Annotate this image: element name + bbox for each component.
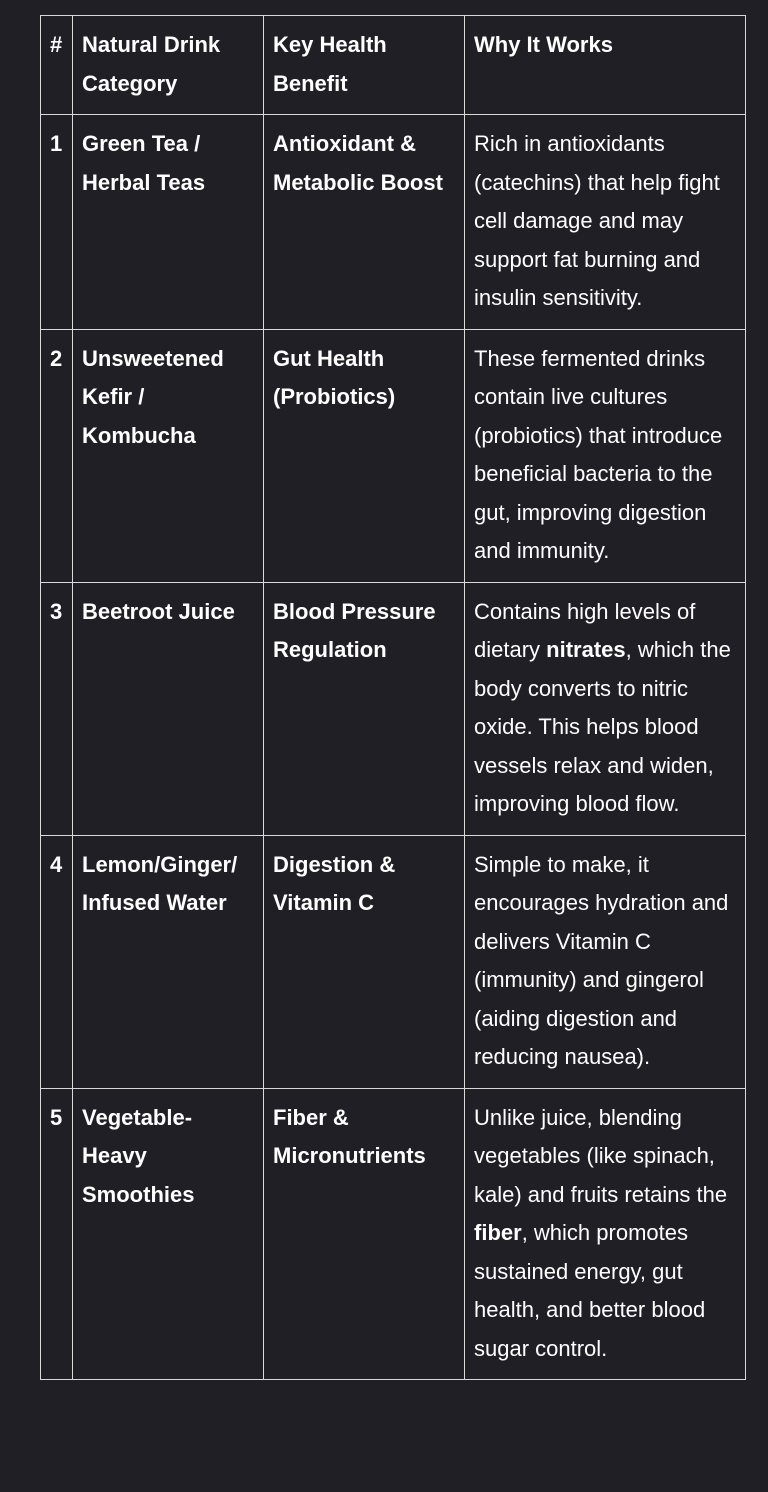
row-category: Green Tea / Herbal Teas xyxy=(73,115,264,330)
row-why xyxy=(465,1088,746,1380)
row-why xyxy=(465,582,746,835)
table-row xyxy=(41,329,746,582)
table-row xyxy=(41,835,746,1088)
row-benefit: Antioxidant & Metabolic Boost xyxy=(264,115,465,330)
why-text-before: Contains high levels of dietary xyxy=(474,598,696,662)
why-text-bold: fiber xyxy=(474,1220,522,1245)
row-number: 3 xyxy=(41,582,73,835)
row-number: 5 xyxy=(41,1088,73,1380)
drinks-table xyxy=(40,15,746,1380)
why-text-after: , which the body converts to nitric oxide. This helps blood vessels relax and widen, improving blood flow. xyxy=(474,637,731,816)
why-text-after: , which promotes sustained energy, gut health, and better blood sugar control. xyxy=(474,1220,706,1361)
row-benefit: Digestion & Vitamin C xyxy=(264,835,465,1088)
table-row xyxy=(41,115,746,330)
table-header-row xyxy=(41,16,746,115)
row-category: Beetroot Juice xyxy=(73,582,264,835)
header-category: Natural Drink Category xyxy=(73,16,264,115)
table-row xyxy=(41,1088,746,1380)
row-benefit: Gut Health (Probiotics) xyxy=(264,329,465,582)
row-category: Lemon/Ginger/ Infused Water xyxy=(73,835,264,1088)
row-why: These fermented drinks contain live cultures (probiotics) that introduce beneficial bacteria to the gut, improving digestion and immunity. xyxy=(465,329,746,582)
row-number: 1 xyxy=(41,115,73,330)
header-benefit: Key Health Benefit xyxy=(264,16,465,115)
row-category: Unsweetened Kefir / Kombucha xyxy=(73,329,264,582)
header-number: # xyxy=(41,16,73,115)
row-number: 2 xyxy=(41,329,73,582)
header-why: Why It Works xyxy=(465,16,746,115)
row-benefit: Fiber & Micronutrients xyxy=(264,1088,465,1380)
row-why: Simple to make, it encourages hydration and delivers Vitamin C (immunity) and gingerol (aiding digestion and reducing nausea). xyxy=(465,835,746,1088)
row-number: 4 xyxy=(41,835,73,1088)
row-category: Vegetable-Heavy Smoothies xyxy=(73,1088,264,1380)
why-text-bold: nitrates xyxy=(546,637,626,662)
why-text-before: Unlike juice, blending vegetables (like spinach, kale) and fruits retains the xyxy=(474,1104,728,1207)
table-row xyxy=(41,582,746,835)
row-why: Rich in antioxidants (catechins) that help fight cell damage and may support fat burning and insulin sensitivity. xyxy=(465,115,746,330)
row-benefit: Blood Pressure Regulation xyxy=(264,582,465,835)
